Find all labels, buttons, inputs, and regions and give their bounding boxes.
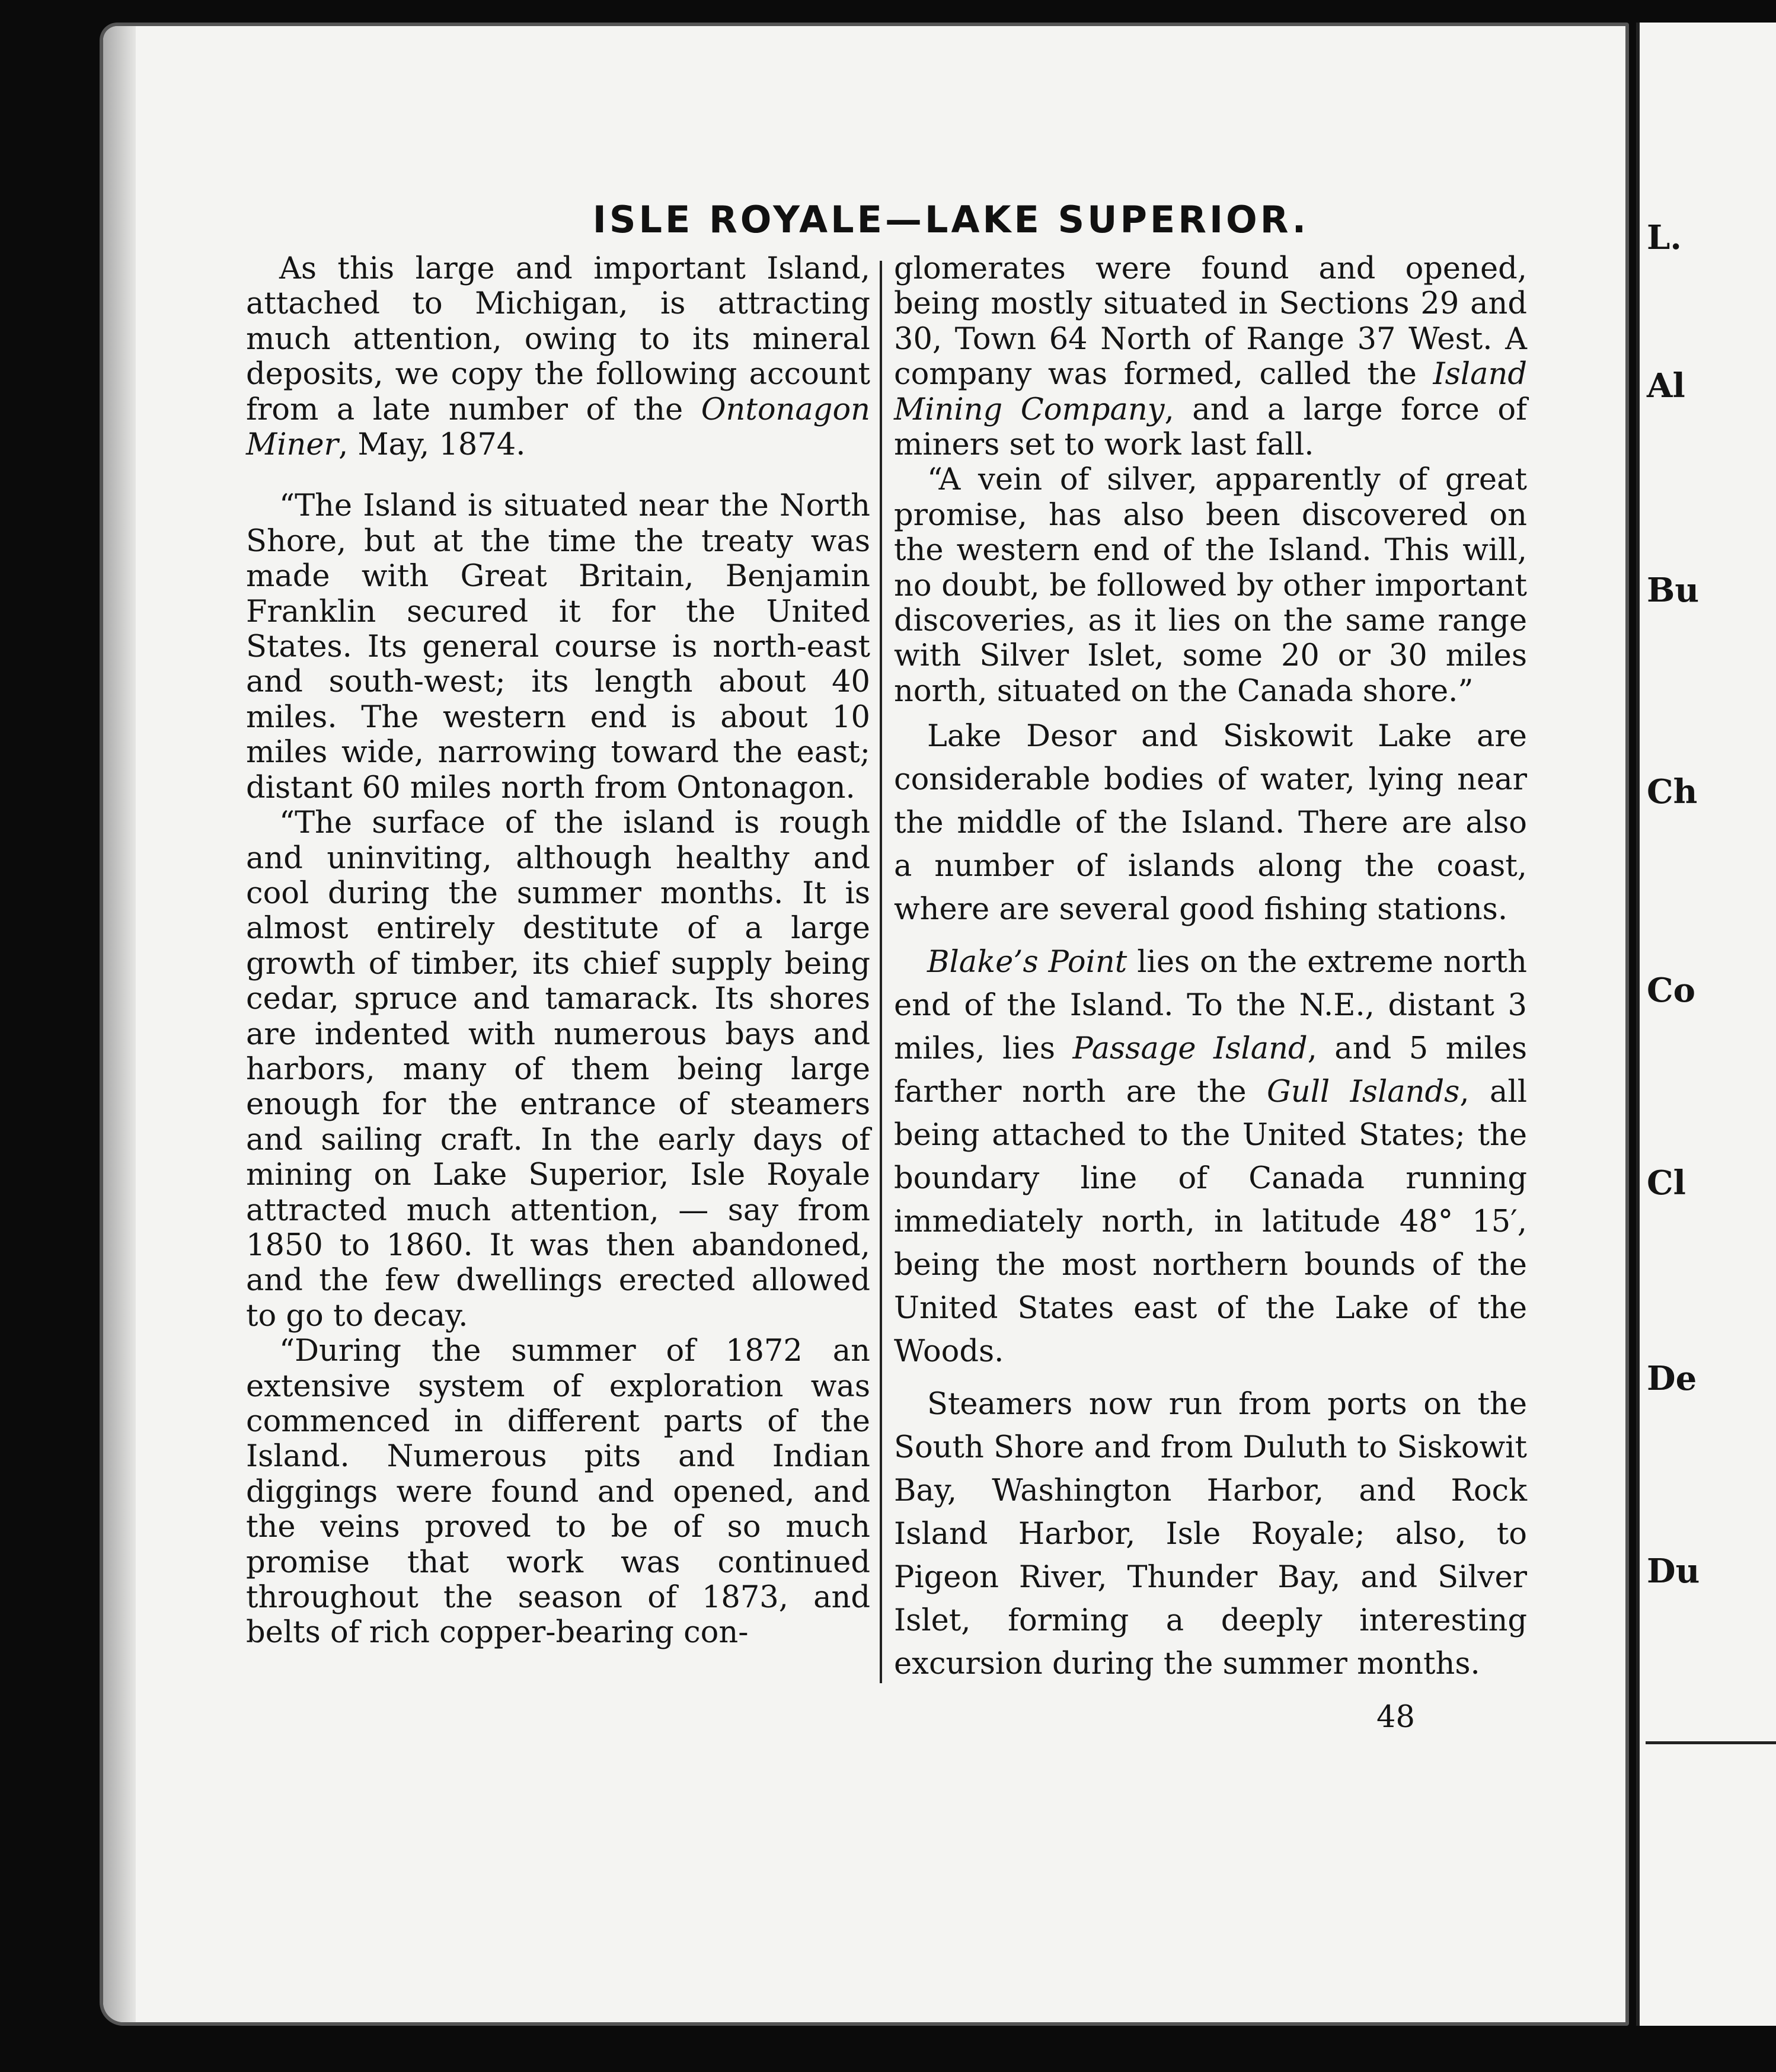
facing-page-fragment: L. bbox=[1647, 218, 1682, 257]
paragraph-blakes-point: Blake’s Point lies on the extreme north end of the Island. To the N.E., distant 3 miles, lies Passage Island, and 5 miles farther north are the Gull Islands, all being attached to the United States; the boundary line of Canada running immediately north, in latitude 48° 15′, being the most northern bounds of the United States east of the Lake of the Woods. bbox=[894, 945, 1528, 1370]
page-title: ISLE ROYALE—LAKE SUPERIOR. bbox=[592, 198, 1309, 241]
facing-page-edge bbox=[1636, 23, 1776, 2026]
facing-page-fragment: Co bbox=[1647, 971, 1695, 1010]
left-column bbox=[246, 251, 870, 1651]
paragraph-silver-vein: “A vein of silver, apparently of great promise, has also been discovered on the western end of the Island. This will, no doubt, be followed by other important discoveries, as it lies on the same range with Silver Islet, some 20 or 30 miles north, situated on the Canada shore.” bbox=[894, 462, 1527, 709]
paragraph-steamers: Steamers now run from ports on the South Shore and from Duluth to Siskowit Bay, Washington Harbor, and Rock Island Harbor, Isle Royale; also, to Pigeon River, Thunder Bay, and Silver Islet, forming a deeply interesting excursion during the summer months. bbox=[894, 1387, 1527, 1682]
facing-page-fragment: Al bbox=[1647, 366, 1685, 405]
paragraph-exploration: “During the summer of 1872 an extensive system of exploration was commenced in different parts of the Island. Numerous pits and Indian diggings were found and opened, and the veins proved to be of so much promise that work was continued throughout the season of 1873, and belts of rich copper-bearing con- bbox=[246, 1334, 870, 1651]
column-divider bbox=[880, 261, 882, 1683]
page-number: 48 bbox=[1376, 1700, 1415, 1735]
paragraph-island-location: “The Island is situated near the North Shore, but at the time the treaty was made with Great Britain, Benjamin Franklin secured it for the United States. Its general course is north-east and south-west; its length about 40 miles. The western end is about 10 miles wide, narrowing toward the east; distant 60 miles north from Ontonagon. bbox=[246, 488, 870, 805]
paragraph-island-surface: “The surface of the island is rough and uninviting, although healthy and cool during the summer months. It is almost entirely destitute of a large growth of timber, its chief supply being cedar, spruce and tamarack. Its shores are indented with numerous bays and harbors, many of them being large enough for the entrance of steamers and sailing craft. In the early days of mining on Lake Superior, Isle Royale attracted much attention, — say from 1850 to 1860. It was then abandoned, and the few dwellings erected allowed to go to decay. bbox=[246, 805, 870, 1334]
intro-paragraph: As this large and important Island, attached to Michigan, is attracting much attention, owing to its mineral deposits, we copy the following account from a late number of the Ontonagon Miner, May, 1874. bbox=[246, 251, 870, 463]
paragraph-conglomerates: glomerates were found and opened, being mostly situated in Sections 29 and 30, Town 64 North of Range 37 West. A company was formed, called the Island Mining Company, and a large force of miners set to work last fall. bbox=[894, 251, 1527, 463]
facing-page-fragment: Ch bbox=[1647, 772, 1698, 811]
facing-page-fragment: Bu bbox=[1647, 571, 1700, 610]
facing-page-fragment: De bbox=[1647, 1359, 1697, 1398]
facing-page-fragment: Du bbox=[1647, 1552, 1700, 1591]
right-column bbox=[894, 251, 1527, 1686]
paragraph-lakes: Lake Desor and Siskowit Lake are considerable bodies of water, lying near the middle of the Island. There are also a number of islands along the coast, where are several good fishing stations. bbox=[894, 719, 1527, 928]
facing-page-rule bbox=[1646, 1741, 1776, 1744]
facing-page-fragment: Cl bbox=[1647, 1163, 1686, 1203]
